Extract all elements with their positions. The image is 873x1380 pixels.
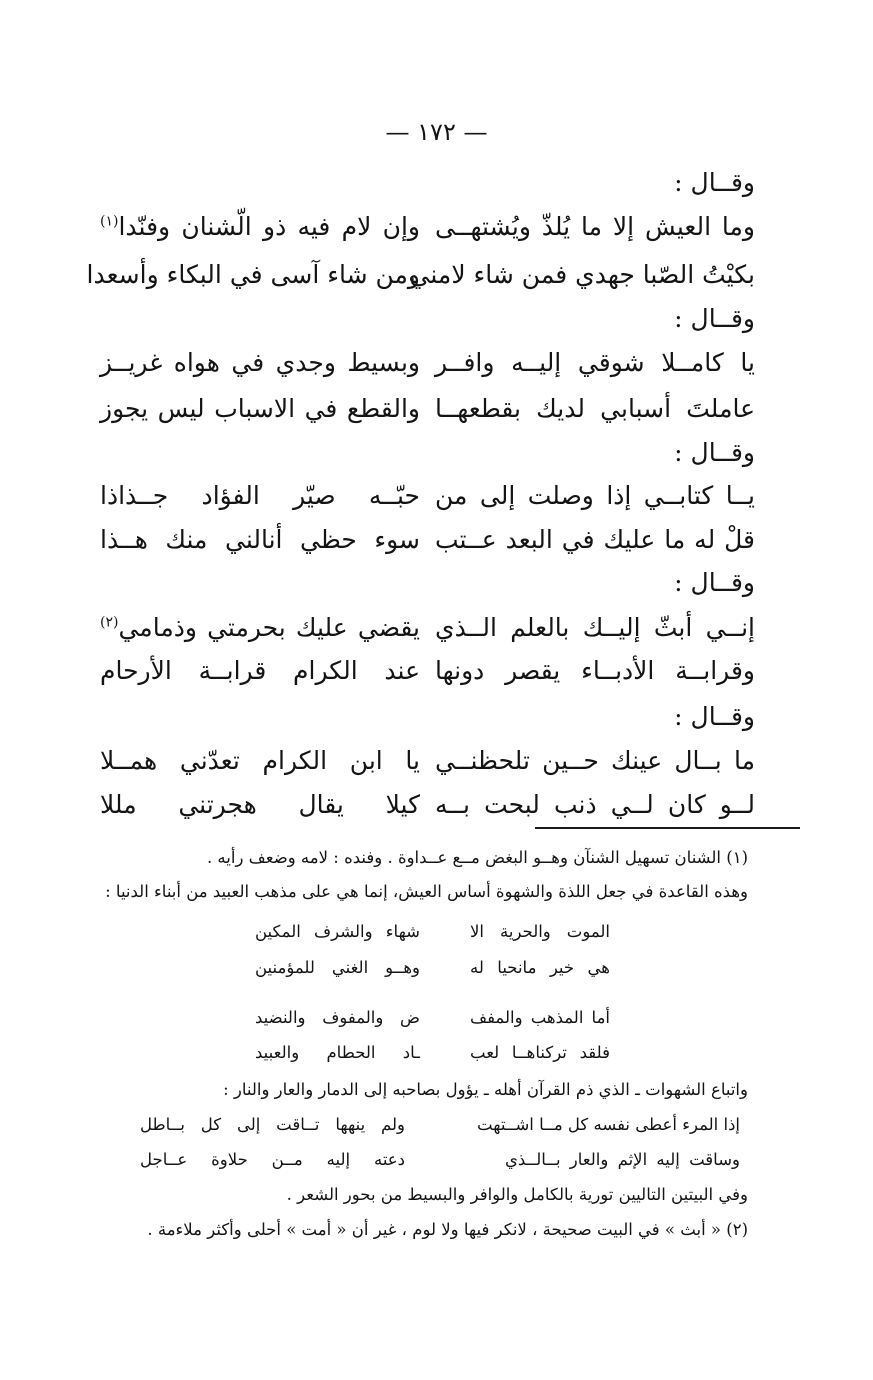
hemistich-text: وإن لام فيه ذو الّشنان وفنّدا	[118, 212, 420, 241]
verse-first-hemistich: يا كامــلا شوقي إليــه وافــر	[435, 348, 755, 377]
footnote-verse-second: شهاء والشرف المكين	[255, 922, 420, 941]
verse-second-hemistich	[100, 212, 420, 241]
verse-first-hemistich: بكيْتُ الصّبا جهدي فمن شاء لامني	[409, 260, 755, 289]
verse-line	[60, 212, 755, 252]
verse-line	[60, 790, 755, 830]
footnote-verse-second: ض والمفوف والنضيد	[255, 1008, 420, 1027]
verse-first-hemistich: عاملتَ أسبابي لديك بقطعهــا	[435, 394, 755, 423]
footnote-1-line-3: واتباع الشهوات ـ الذي ذم القرآن أهله ـ يؤول بصاحبه إلى الدمار والعار والنار :	[223, 1080, 748, 1099]
footnote-verse-first: أما المذهب والمفف	[470, 1008, 610, 1027]
verse-line	[60, 394, 755, 434]
verse-second-hemistich: سوء حظي أنالني منك هــذا	[100, 525, 420, 554]
verse-line	[60, 525, 755, 565]
section-heading: وقــال :	[674, 568, 755, 597]
footnote-2: (٢) « أبث » في البيت صحيحة ، لانكر فيها ولا لوم ، غير أن « أمت » أحلى وأكثر ملاءمة .	[147, 1220, 748, 1239]
verse-second-hemistich: عند الكرام قرابــة الأرحام	[100, 656, 420, 685]
verse-second-hemistich	[100, 613, 420, 642]
verse-first-hemistich: لــو كان لــي ذنب لبحت بــه	[435, 790, 755, 819]
footnote-separator	[535, 827, 800, 829]
footnote-verse	[255, 1043, 610, 1073]
verse-first-hemistich: قلْ له ما عليك في البعد عــتب	[435, 525, 755, 554]
verse-first-hemistich: وقرابــة الأدبــاء يقصر دونها	[435, 656, 755, 685]
verse-first-hemistich: إنــي أبثّ إليــك بالعلم الــذي	[435, 613, 755, 642]
verse-line	[60, 656, 755, 696]
section-heading: وقــال :	[674, 168, 755, 197]
verse-first-hemistich: وما العيش إلا ما يُلذّ ويُشتهــى	[435, 212, 755, 241]
footnote-verse-first: وساقت إليه الإثم والعار بــالــذي	[505, 1150, 740, 1169]
section-heading: وقــال :	[674, 304, 755, 333]
footnote-verse	[140, 1150, 740, 1180]
footnote-1-line-4: وفي البيتين التاليين تورية بالكامل والوافر والبسيط من بحور الشعر .	[286, 1185, 748, 1204]
verse-second-hemistich: كيلا يقال هجرتني مللا	[100, 790, 420, 819]
footnote-verse-first: إذا المرء أعطى نفسه كل مــا اشــتهت	[477, 1115, 740, 1134]
footnote-1-line-1: (١) الشنان تسهيل الشنآن وهــو البغض مــع عــداوة . وفنده : لامه وضعف رأيه .	[206, 848, 748, 867]
footnote-verse-second: وهــو الغني للمؤمنين	[255, 958, 420, 977]
verse-line	[60, 746, 755, 786]
footnote-verse	[255, 958, 610, 988]
footnote-verse	[255, 1008, 610, 1038]
verse-first-hemistich: ما بــال عينك حــين تلحظنــي	[435, 746, 755, 775]
footnote-ref: (٢)	[100, 614, 119, 631]
page-number: — ١٧٢ —	[385, 118, 488, 146]
verse-second-hemistich: يا ابن الكرام تعدّني همــلا	[100, 746, 420, 775]
footnote-1-line-2: وهذه القاعدة في جعل اللذة والشهوة أساس العيش، إنما هي على مذهب العبيد من أبناء الدنيا :	[105, 882, 748, 901]
section-heading: وقــال :	[674, 438, 755, 467]
footnote-verse-second: ولم ينهها تــاقت إلى كل بــاطل	[140, 1115, 405, 1134]
verse-line	[60, 481, 755, 521]
verse-second-hemistich: حبّــه صيّر الفؤاد جــذاذا	[100, 481, 420, 510]
verse-second-hemistich: وبسيط وجدي في هواه غريــز	[100, 348, 420, 377]
section-heading: وقــال :	[674, 702, 755, 731]
verse-second-hemistich: ومن شاء آسى في البكاء وأسعدا	[86, 260, 420, 289]
footnote-ref: (١)	[100, 213, 119, 230]
verse-line	[60, 613, 755, 653]
footnote-verse-second: دعته إليه مــن حلاوة عــاجل	[140, 1150, 405, 1169]
footnote-verse-first: فلقد تركناهــا لعب	[470, 1043, 610, 1062]
footnote-verse	[255, 922, 610, 952]
verse-second-hemistich: والقطع في الاسباب ليس يجوز	[100, 394, 420, 423]
verse-line	[60, 348, 755, 388]
footnote-verse-second: ـاد الحطام والعبيد	[255, 1043, 420, 1062]
verse-first-hemistich: يــا كتابــي إذا وصلت إلى من	[435, 481, 755, 510]
hemistich-text: يقضي عليك بحرمتي وذمامي	[118, 613, 420, 642]
footnote-verse-first: الموت والحرية الا	[470, 922, 610, 941]
footnote-verse	[140, 1115, 740, 1145]
verse-line	[60, 260, 755, 300]
footnote-verse-first: هي خير مانحيا له	[470, 958, 610, 977]
